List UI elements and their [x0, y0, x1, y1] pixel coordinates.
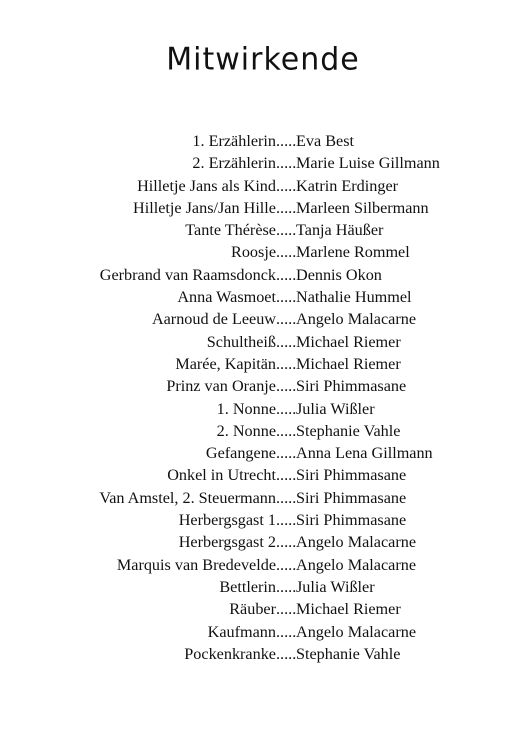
dot-leader: .....	[276, 198, 296, 217]
role-name: Roosje	[231, 243, 276, 262]
actor-name: Michael Riemer	[296, 600, 401, 619]
role-name: Pockenkranke	[184, 644, 276, 663]
role-name: Tante Thérèse	[185, 221, 276, 240]
role-name: Anna Wasmoet	[177, 288, 276, 307]
role-name: 2. Erzählerin	[192, 154, 276, 173]
actor-name: Anna Lena Gillmann	[296, 444, 433, 463]
actor-name: Angelo Malacarne	[296, 555, 416, 574]
cast-row	[0, 175, 526, 197]
dot-leader: .....	[276, 577, 296, 596]
cast-row	[0, 576, 526, 598]
actor-name: Marlene Rommel	[296, 243, 410, 262]
actor-name: Siri Phimmasane	[296, 466, 407, 485]
dot-leader: .....	[276, 154, 296, 173]
cast-row	[0, 598, 526, 620]
actor-name: Tanja Häußer	[296, 221, 384, 240]
cast-row	[0, 398, 526, 420]
cast-row	[0, 331, 526, 353]
actor-name: Angelo Malacarne	[296, 533, 416, 552]
dot-leader: .....	[276, 600, 296, 619]
cast-row	[0, 442, 526, 464]
actor-name: Julia Wißler	[296, 577, 375, 596]
dot-leader: .....	[276, 399, 296, 418]
dot-leader: .....	[276, 555, 296, 574]
role-name: 1. Nonne	[216, 399, 276, 418]
cast-row	[0, 197, 526, 219]
role-name: Gerbrand van Raamsdonck	[99, 265, 276, 284]
cast-row	[0, 464, 526, 486]
role-name: Aarnoud de Leeuw	[151, 310, 276, 329]
dot-leader: .....	[276, 533, 296, 552]
dot-leader: .....	[276, 132, 296, 150]
cast-row	[0, 308, 526, 330]
actor-name: Marie Luise Gillmann	[296, 154, 440, 173]
cast-row	[0, 554, 526, 576]
dot-leader: .....	[276, 310, 296, 329]
actor-name: Angelo Malacarne	[296, 622, 416, 641]
cast-row	[0, 487, 526, 509]
dot-leader: .....	[276, 466, 296, 485]
dot-leader: .....	[276, 622, 296, 641]
role-name: 2. Nonne	[216, 421, 276, 440]
cast-list	[0, 130, 526, 665]
cast-row	[0, 286, 526, 308]
role-name: Prinz van Oranje	[166, 377, 276, 396]
role-name: Räuber	[229, 600, 276, 619]
cast-row	[0, 264, 526, 286]
actor-name: Siri Phimmasane	[296, 488, 407, 507]
dot-leader: .....	[276, 488, 296, 507]
dot-leader: .....	[276, 221, 296, 240]
actor-name: Siri Phimmasane	[296, 511, 407, 530]
cast-row	[0, 219, 526, 241]
cast-row	[0, 241, 526, 263]
cast-row	[0, 152, 526, 174]
dot-leader: .....	[276, 444, 296, 463]
actor-name: Eva Best	[296, 132, 354, 150]
role-name: Bettlerin	[219, 577, 276, 596]
role-name: 1. Erzählerin	[192, 132, 276, 150]
role-name: Kaufmann	[207, 622, 276, 641]
dot-leader: .....	[276, 421, 296, 440]
actor-name: Marleen Silbermann	[296, 198, 429, 217]
dot-leader: .....	[276, 288, 296, 307]
dot-leader: .....	[276, 377, 296, 396]
cast-row	[0, 531, 526, 553]
dot-leader: .....	[276, 644, 296, 663]
page-title: Mitwirkende	[166, 41, 360, 78]
cast-row	[0, 130, 526, 152]
cast-row	[0, 509, 526, 531]
dot-leader: .....	[276, 176, 296, 195]
role-name: Van Amstel, 2. Steuermann	[99, 488, 276, 507]
role-name: Gefangene	[205, 444, 276, 463]
actor-name: Nathalie Hummel	[296, 288, 412, 307]
actor-name: Michael Riemer	[296, 332, 401, 351]
role-name: Hilletje Jans/Jan Hille	[133, 198, 276, 217]
cast-row	[0, 375, 526, 397]
actor-name: Dennis Okon	[296, 265, 382, 284]
role-name: Herbergsgast 1	[178, 511, 276, 530]
role-name: Hilletje Jans als Kind	[137, 176, 276, 195]
role-name: Marquis van Bredevelde	[116, 555, 276, 574]
actor-name: Angelo Malacarne	[296, 310, 416, 329]
actor-name: Michael Riemer	[296, 354, 401, 373]
actor-name: Julia Wißler	[296, 399, 375, 418]
role-name: Marée, Kapitän	[175, 354, 276, 373]
cast-row	[0, 353, 526, 375]
role-name: Herbergsgast 2	[178, 533, 276, 552]
dot-leader: .....	[276, 243, 296, 262]
dot-leader: .....	[276, 265, 296, 284]
actor-name: Katrin Erdinger	[296, 176, 399, 195]
dot-leader: .....	[276, 511, 296, 530]
cast-row	[0, 643, 526, 665]
role-name: Onkel in Utrecht	[167, 466, 276, 485]
role-name: Schultheiß	[206, 332, 276, 351]
dot-leader: .....	[276, 332, 296, 351]
dot-leader: .....	[276, 354, 296, 373]
cast-row	[0, 621, 526, 643]
actor-name: Stephanie Vahle	[296, 421, 401, 440]
actor-name: Stephanie Vahle	[296, 644, 401, 663]
actor-name: Siri Phimmasane	[296, 377, 407, 396]
cast-row	[0, 420, 526, 442]
